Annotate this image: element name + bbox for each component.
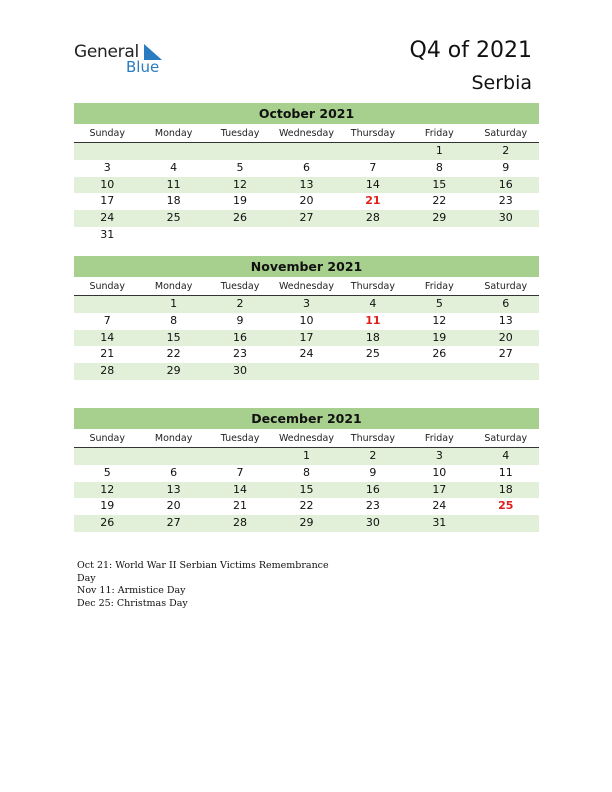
week-row	[74, 515, 539, 532]
day-cell: 24	[299, 347, 314, 361]
day-cell: 16	[365, 482, 380, 496]
day-cell: 24	[100, 211, 115, 225]
day-cell: 16	[498, 177, 513, 191]
day-cell	[473, 515, 539, 532]
weekday-label: Friday	[424, 433, 454, 444]
week-row	[74, 227, 539, 244]
day-cell: 8	[435, 160, 443, 174]
day-cell: 31	[100, 227, 115, 241]
weekday-header-row	[74, 279, 539, 296]
holiday-note: Day	[77, 572, 96, 584]
day-cell: 1	[170, 297, 178, 310]
day-cell	[340, 363, 406, 380]
day-cell: 1	[302, 449, 310, 462]
holiday-day-cell: 11	[365, 313, 381, 327]
day-cell: 29	[432, 211, 447, 225]
day-cell: 30	[498, 211, 513, 225]
day-cell: 13	[166, 482, 181, 496]
day-cell: 5	[236, 160, 244, 174]
day-cell: 4	[369, 297, 377, 310]
day-cell: 27	[498, 347, 513, 361]
week-row	[74, 482, 539, 499]
day-cell: 27	[299, 211, 314, 225]
day-cell	[140, 227, 206, 244]
day-cell	[406, 363, 472, 380]
day-cell: 26	[100, 516, 115, 530]
day-cell: 18	[498, 482, 513, 496]
holiday-day-cell: 21	[365, 194, 381, 208]
month-title: October 2021	[74, 103, 539, 124]
day-cell: 6	[302, 160, 310, 174]
day-cell: 12	[100, 482, 115, 496]
day-cell: 10	[100, 177, 115, 191]
day-cell: 31	[432, 516, 447, 530]
month-calendar	[74, 256, 539, 380]
day-cell: 6	[502, 297, 510, 310]
day-cell: 29	[166, 364, 181, 378]
country-name: Serbia	[471, 72, 532, 94]
day-cell	[140, 143, 206, 160]
weekday-label: Monday	[154, 281, 193, 292]
month-title: November 2021	[74, 256, 539, 277]
day-cell	[273, 363, 339, 380]
day-cell: 13	[498, 313, 513, 327]
day-cell: 20	[498, 330, 513, 344]
week-row	[74, 296, 539, 313]
day-cell: 10	[299, 313, 314, 327]
holiday-day-cell: 25	[498, 499, 514, 513]
month-calendar	[74, 103, 539, 244]
day-cell: 19	[233, 194, 248, 208]
day-cell: 2	[369, 449, 377, 462]
day-cell: 28	[100, 364, 115, 378]
week-row	[74, 193, 539, 210]
day-cell: 30	[233, 364, 248, 378]
day-cell: 14	[365, 177, 380, 191]
brand-logo	[74, 42, 184, 78]
day-cell: 17	[100, 194, 115, 208]
weekday-header-row	[74, 126, 539, 143]
day-cell: 9	[369, 465, 377, 479]
day-cell	[140, 448, 206, 465]
day-cell: 13	[299, 177, 314, 191]
day-cell: 7	[236, 465, 244, 479]
weekday-label: Tuesday	[220, 128, 260, 139]
day-cell: 8	[302, 465, 310, 479]
day-cell: 10	[432, 465, 447, 479]
weekday-label: Monday	[154, 128, 193, 139]
day-cell	[74, 448, 140, 465]
day-cell: 5	[103, 465, 111, 479]
day-cell	[406, 227, 472, 244]
day-cell: 22	[432, 194, 447, 208]
day-cell: 7	[369, 160, 377, 174]
weekday-label: Monday	[154, 433, 193, 444]
weekday-label: Sunday	[89, 128, 125, 139]
day-cell	[273, 143, 339, 160]
weekday-label: Sunday	[89, 281, 125, 292]
day-cell: 29	[299, 516, 314, 530]
weekday-label: Sunday	[89, 433, 125, 444]
weekday-label: Wednesday	[278, 128, 334, 139]
weekday-label: Wednesday	[278, 433, 334, 444]
day-cell: 16	[233, 330, 248, 344]
day-cell: 25	[166, 211, 181, 225]
holiday-note: Dec 25: Christmas Day	[77, 597, 188, 609]
day-cell	[473, 227, 539, 244]
day-cell: 27	[166, 516, 181, 530]
holiday-note: Nov 11: Armistice Day	[77, 585, 186, 596]
day-cell: 19	[100, 499, 115, 513]
day-cell	[207, 227, 273, 244]
day-cell: 28	[233, 516, 248, 530]
day-cell: 23	[233, 347, 248, 361]
day-cell: 26	[233, 211, 248, 225]
day-cell: 17	[299, 330, 314, 344]
week-row	[74, 448, 539, 465]
day-cell: 18	[365, 330, 380, 344]
day-cell	[207, 143, 273, 160]
weekday-label: Tuesday	[220, 281, 260, 292]
day-cell: 12	[432, 313, 447, 327]
week-row	[74, 498, 539, 515]
weekday-label: Saturday	[484, 128, 528, 139]
day-cell: 23	[498, 194, 513, 208]
page-title: Q4 of 2021	[409, 38, 532, 63]
day-cell	[207, 448, 273, 465]
month-title: December 2021	[74, 408, 539, 429]
holiday-notes	[77, 560, 337, 610]
day-cell: 3	[435, 449, 443, 462]
day-cell: 5	[435, 297, 443, 310]
weekday-label: Tuesday	[220, 433, 260, 444]
day-cell: 8	[170, 313, 178, 327]
day-cell: 2	[502, 144, 510, 157]
day-cell: 14	[100, 330, 115, 344]
logo-text-general: General	[74, 42, 139, 62]
weekday-label: Thursday	[350, 281, 395, 292]
month-calendar	[74, 408, 539, 532]
day-cell: 24	[432, 499, 447, 513]
week-row	[74, 160, 539, 177]
weekday-label: Friday	[424, 281, 454, 292]
day-cell: 22	[299, 499, 314, 513]
week-row	[74, 346, 539, 363]
day-cell: 3	[103, 160, 111, 174]
day-cell	[473, 363, 539, 380]
day-cell	[273, 227, 339, 244]
day-cell: 18	[166, 194, 181, 208]
day-cell: 9	[502, 160, 510, 174]
day-cell	[74, 143, 140, 160]
week-row	[74, 363, 539, 380]
day-cell: 11	[166, 177, 181, 191]
day-cell: 25	[365, 347, 380, 361]
week-row	[74, 465, 539, 482]
day-cell: 30	[365, 516, 380, 530]
day-cell: 20	[166, 499, 181, 513]
weekday-label: Friday	[424, 128, 454, 139]
day-cell: 21	[100, 347, 115, 361]
weekday-label: Thursday	[350, 128, 395, 139]
day-cell: 21	[233, 499, 248, 513]
day-cell: 15	[432, 177, 447, 191]
holiday-note: Oct 21: World War II Serbian Victims Remembrance	[77, 560, 329, 571]
logo-text-blue: Blue	[126, 58, 160, 76]
day-cell: 15	[166, 330, 181, 344]
week-row	[74, 143, 539, 160]
day-cell: 15	[299, 482, 314, 496]
day-cell: 3	[302, 297, 310, 310]
day-cell	[340, 227, 406, 244]
day-cell: 14	[233, 482, 248, 496]
day-cell: 22	[166, 347, 181, 361]
week-row	[74, 330, 539, 347]
weekday-label: Saturday	[484, 433, 528, 444]
day-cell	[340, 143, 406, 160]
day-cell: 9	[236, 313, 244, 327]
week-row	[74, 313, 539, 330]
day-cell: 7	[103, 313, 111, 327]
day-cell: 11	[498, 465, 513, 479]
day-cell	[74, 296, 140, 313]
day-cell: 4	[502, 449, 510, 462]
weekday-header-row	[74, 431, 539, 448]
week-row	[74, 210, 539, 227]
weekday-label: Wednesday	[278, 281, 334, 292]
day-cell: 2	[236, 297, 244, 310]
week-row	[74, 177, 539, 194]
day-cell: 6	[170, 465, 178, 479]
day-cell: 4	[170, 160, 178, 174]
weekday-label: Saturday	[484, 281, 528, 292]
day-cell: 17	[432, 482, 447, 496]
day-cell: 28	[365, 211, 380, 225]
day-cell: 19	[432, 330, 447, 344]
day-cell: 20	[299, 194, 314, 208]
day-cell: 23	[365, 499, 380, 513]
day-cell: 1	[435, 144, 443, 157]
day-cell: 26	[432, 347, 447, 361]
weekday-label: Thursday	[350, 433, 395, 444]
day-cell: 12	[233, 177, 248, 191]
